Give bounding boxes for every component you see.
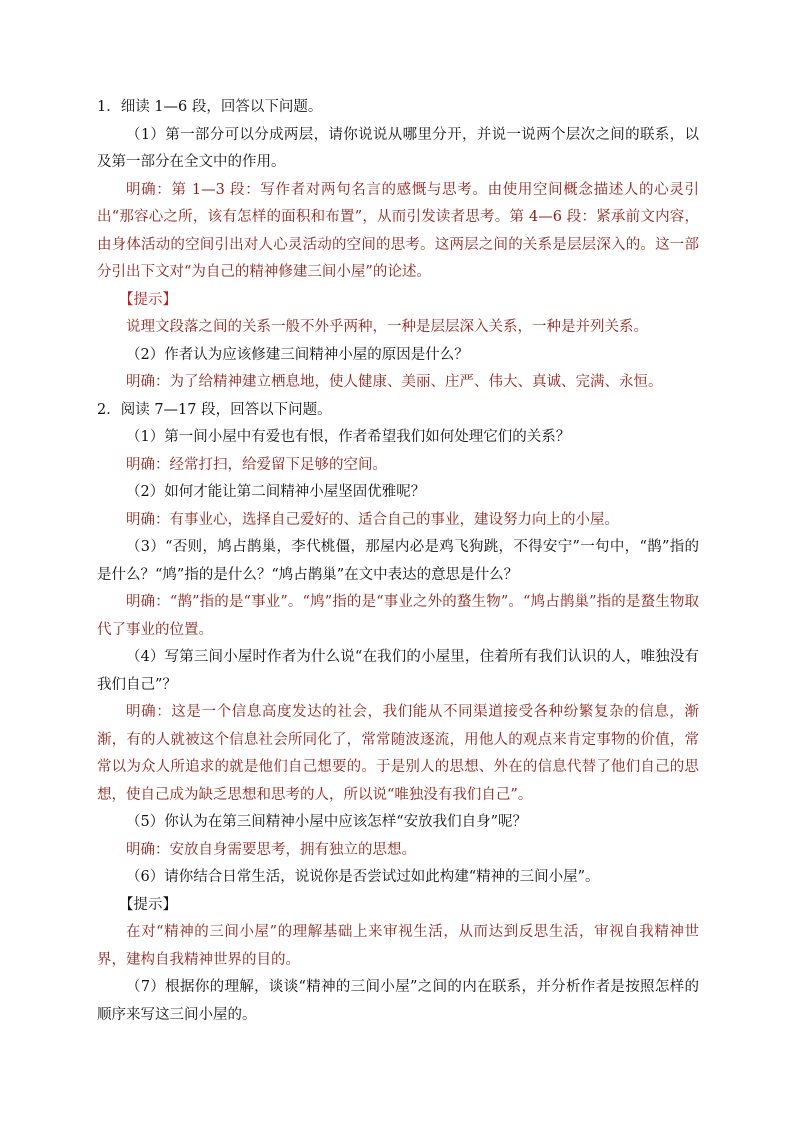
answer-2-4: 明确：这是一个信息高度发达的社会，我们能从不同渠道接受各种纷繁复杂的信息，渐渐，有的人就被这个信息社会所同化了，常常随波逐流，用他人的观点来肯定事物的价值，常常以为众人所追求的就是他们自己想要的。于是别人的思想、外在的信息代替了他们自己的思想，使自己成为缺乏思想和思考的人，所以说“唯独没有我们自己”。 [97,704,699,803]
tip-text-1: 说理文段落之间的关系一般不外乎两种，一种是层层深入关系，一种是并列关系。 [126,319,648,335]
tip-text-2: 在对“精神的三间小屋”的理解基础上来审视生活，从而达到反思生活，审视自我精神世界，建构自我精神世界的目的。 [97,924,699,968]
answer-2-2: 明确：有事业心，选择自己爱好的、适合自己的事业，建设努力向上的小屋。 [126,511,619,528]
question-1-heading: 1．细读 1—6 段，回答以下问题。 [97,99,323,115]
question-2-2: （2）如何才能让第二间精神小屋坚固优雅呢？ [126,484,426,500]
answer-2-3: 明确：“鹊”指的是“事业”。“鸠”指的是“事业之外的蝥生物”。“鸠占鹊巢”指的是蝥生物取代了事业的位置。 [97,594,699,638]
question-2-7: （7）根据你的理解，谈谈“精神的三间小屋”之间的内在联系，并分析作者是按照怎样的顺序来写这三间小屋的。 [97,979,699,1023]
question-1-1: （1）第一部分可以分成两层，请你说说从哪里分开，并说一说两个层次之间的联系，以及第一部分在全文中的作用。 [97,126,699,170]
answer-1-2: 明确：为了给精神建立栖息地，使人健康、美丽、庄严、伟大、真诚、完满、永恒。 [126,374,663,390]
question-2-1: （1）第一间小屋中有爱也有恨，作者希望我们如何处理它们的关系？ [126,429,571,445]
question-2-5: （5）你认为在第三间精神小屋中应该怎样“安放我们自身”呢？ [126,814,528,830]
tip-label-2: 【提示】 [119,896,177,913]
tip-label-1: 【提示】 [119,291,177,308]
question-2-6: （6）请你结合日常生活，说说你是否尝试过如此构建“精神的三间小屋”。 [126,869,600,885]
question-2-3: （3）“否则，鸠占鹊巢，李代桃僵，那屋内必是鸡飞狗跳，不得安宁”一句中，“鹊”指的是什么？“鸠”指的是什么？“鸠占鹊巢”在文中表达的意思是什么？ [97,539,699,583]
answer-2-5: 明确：安放自身需要思考，拥有独立的思想。 [126,841,416,858]
question-2-4: （4）写第三间小屋时作者为什么说“在我们的小屋里，住着所有我们认识的人，唯独没有我们自己”？ [97,649,699,693]
question-2-heading: 2．阅读 7—17 段，回答以下问题。 [97,401,332,418]
answer-1-1: 明确：第 1—3 段：写作者对两句名言的感慨与思考。由使用空间概念描述人的心灵引出“那容心之所，该有怎样的面积和布置”，从而引发读者思考。第 4—6 段：紧承前文内容，由身体活动的空间引出对人心灵活动的空间的思考。这两层之间的关系是层层深入的。这一部分引出下文对“为自己的精神修建三间小屋”的论述。 [97,181,699,280]
question-1-2: （2）作者认为应该修建三间精神小屋的原因是什么？ [126,346,469,363]
answer-2-1: 明确：经常打扫，给爱留下足够的空间。 [126,456,387,473]
